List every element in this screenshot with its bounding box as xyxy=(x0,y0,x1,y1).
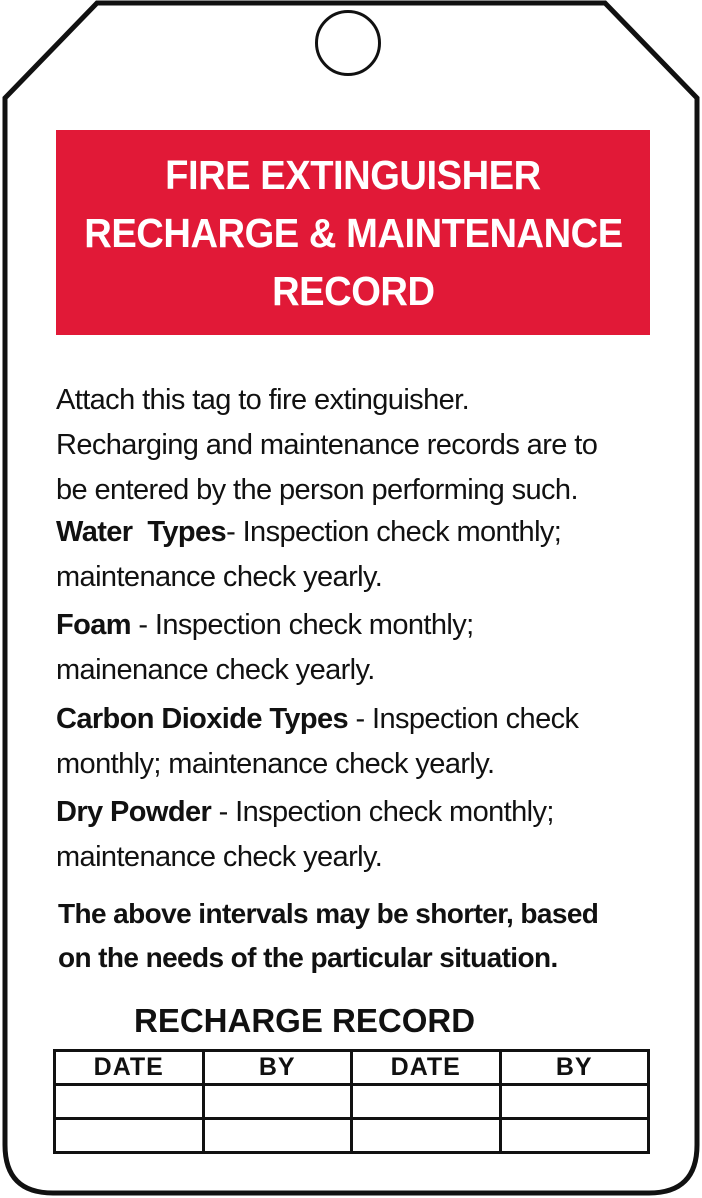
carbon-dioxide-text-2: monthly; maintenance check yearly. xyxy=(56,748,495,780)
water-types-paragraph xyxy=(56,510,656,600)
water-types-text-1: - Inspection check monthly; xyxy=(226,516,562,548)
recharge-record-title: RECHARGE RECORD xyxy=(134,1002,476,1039)
dry-powder-paragraph xyxy=(56,790,656,880)
table-cell xyxy=(55,1119,204,1153)
intro-line-3: be entered by the person performing such. xyxy=(56,474,578,506)
table-cell xyxy=(352,1085,501,1119)
intro-line-1: Attach this tag to fire extinguisher. xyxy=(56,384,470,416)
header-title-line-1: FIRE EXTINGUISHER xyxy=(165,151,541,198)
carbon-dioxide-text-1: - Inspection check xyxy=(348,703,579,735)
header-title-line-2: RECHARGE & MAINTENANCE xyxy=(83,209,623,256)
table-cell xyxy=(55,1085,204,1119)
table-cell xyxy=(352,1119,501,1153)
foam-text-1: - Inspection check monthly; xyxy=(130,609,474,641)
water-types-text-2: maintenance check yearly. xyxy=(56,561,383,593)
carbon-dioxide-paragraph xyxy=(56,697,656,787)
column-header-date: DATE xyxy=(55,1051,204,1085)
interval-note xyxy=(58,892,658,980)
interval-note-line-1: The above intervals may be shorter, based xyxy=(58,898,599,929)
table-row xyxy=(55,1085,649,1119)
intro-paragraph xyxy=(56,378,656,513)
foam-text-2: mainenance check yearly. xyxy=(56,654,375,686)
foam-label: Foam xyxy=(56,609,131,641)
header-title-line-3: RECORD xyxy=(271,267,435,314)
column-header-by: BY xyxy=(203,1051,352,1085)
header-banner xyxy=(56,130,650,335)
interval-note-line-2: on the needs of the particular situation. xyxy=(58,942,558,973)
table-row xyxy=(55,1119,649,1153)
intro-line-2: Recharging and maintenance records are to xyxy=(56,429,598,461)
column-header-date: DATE xyxy=(352,1051,501,1085)
recharge-record-table xyxy=(53,1049,650,1154)
dry-powder-text-1: - Inspection check monthly; xyxy=(211,796,554,828)
dry-powder-text-2: maintenance check yearly. xyxy=(56,841,383,873)
carbon-dioxide-label: Carbon Dioxide Types xyxy=(56,703,349,735)
table-cell xyxy=(203,1085,352,1119)
table-cell xyxy=(203,1119,352,1153)
table-cell xyxy=(500,1085,649,1119)
grommet-hole xyxy=(315,10,381,76)
table-cell xyxy=(500,1119,649,1153)
table-header-row xyxy=(55,1051,649,1085)
water-types-label: Water Types xyxy=(56,516,227,548)
foam-paragraph xyxy=(56,603,656,693)
column-header-by: BY xyxy=(500,1051,649,1085)
dry-powder-label: Dry Powder xyxy=(56,796,212,828)
